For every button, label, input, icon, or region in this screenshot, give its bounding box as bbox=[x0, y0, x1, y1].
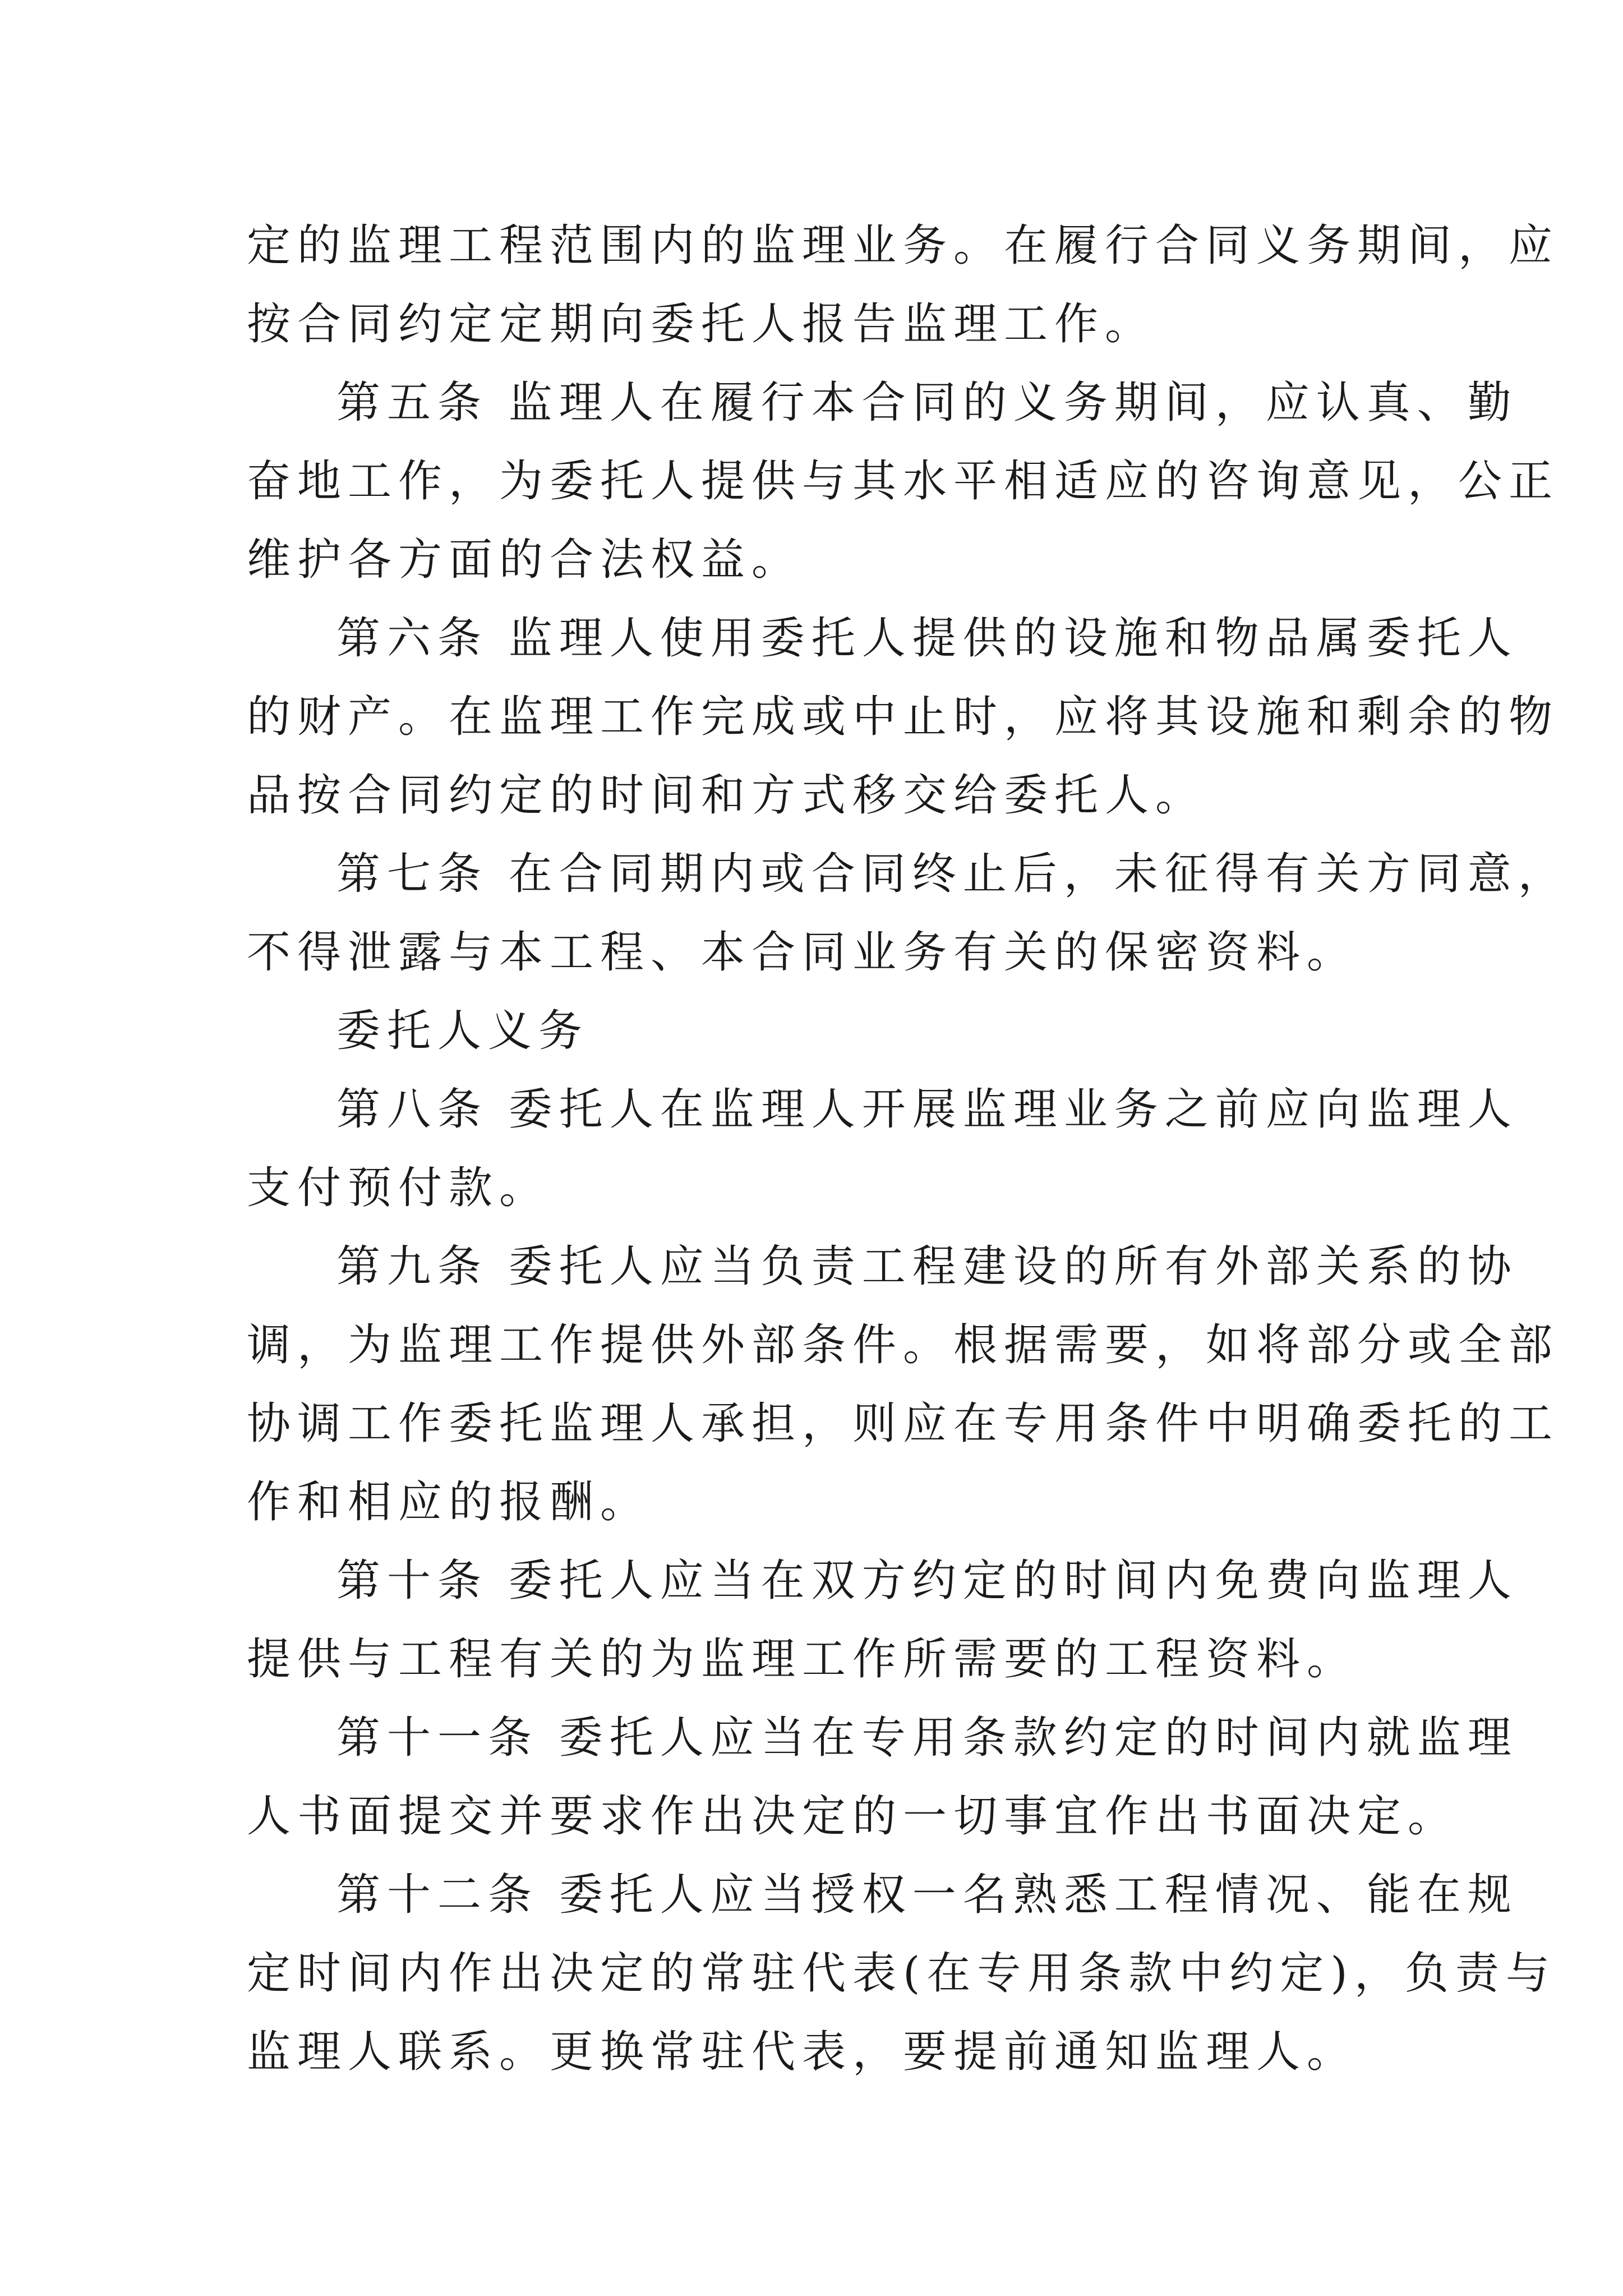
article-11-line: 第十一条 委托人应当在专用条款约定的时间内就监理 bbox=[336, 1713, 1518, 1763]
article-12-line: 定时间内作出决定的常驻代表(在专用条款中约定)，负责与 bbox=[247, 1948, 1556, 1999]
paragraph-line: 按合同约定定期向委托人报告监理工作。 bbox=[247, 299, 1156, 349]
article-11-line: 人书面提交并要求作出决定的一切事宜作出书面决定。 bbox=[247, 1791, 1459, 1842]
article-6-line: 的财产。在监理工作完成或中止时，应将其设施和剩余的物 bbox=[247, 692, 1560, 742]
article-9-line: 作和相应的报酬。 bbox=[247, 1477, 651, 1527]
article-5-line: 第五条 监理人在履行本合同的义务期间，应认真、勤 bbox=[336, 378, 1518, 428]
article-9-line: 调，为监理工作提供外部条件。根据需要，如将部分或全部 bbox=[247, 1320, 1560, 1370]
article-5-line: 维护各方面的合法权益。 bbox=[247, 535, 803, 585]
article-10-line: 第十条 委托人应当在双方约定的时间内免费向监理人 bbox=[336, 1556, 1518, 1606]
article-8-line: 支付预付款。 bbox=[247, 1163, 550, 1213]
article-5-line: 奋地工作，为委托人提供与其水平相适应的咨询意见，公正 bbox=[247, 456, 1560, 507]
paragraph-line: 定的监理工程范围内的监理业务。在履行合同义务期间，应 bbox=[247, 220, 1560, 271]
article-8-line: 第八条 委托人在监理人开展监理业务之前应向监理人 bbox=[336, 1084, 1518, 1135]
article-10-line: 提供与工程有关的为监理工作所需要的工程资料。 bbox=[247, 1634, 1358, 1685]
article-12-line: 监理人联系。更换常驻代表，要提前通知监理人。 bbox=[247, 2027, 1358, 2077]
article-6-line: 第六条 监理人使用委托人提供的设施和物品属委托人 bbox=[336, 613, 1518, 664]
section-heading: 委托人义务 bbox=[336, 1006, 589, 1056]
article-12-line: 第十二条 委托人应当授权一名熟悉工程情况、能在规 bbox=[336, 1870, 1518, 1920]
article-7-line: 第七条 在合同期内或合同终止后，未征得有关方同意， bbox=[336, 849, 1569, 899]
article-7-line: 不得泄露与本工程、本合同业务有关的保密资料。 bbox=[247, 927, 1358, 978]
article-9-line: 第九条 委托人应当负责工程建设的所有外部关系的协 bbox=[336, 1241, 1518, 1292]
document-body bbox=[247, 206, 1569, 2091]
article-6-line: 品按合同约定的时间和方式移交给委托人。 bbox=[247, 770, 1206, 821]
article-9-line: 协调工作委托监理人承担，则应在专用条件中明确委托的工 bbox=[247, 1398, 1560, 1449]
